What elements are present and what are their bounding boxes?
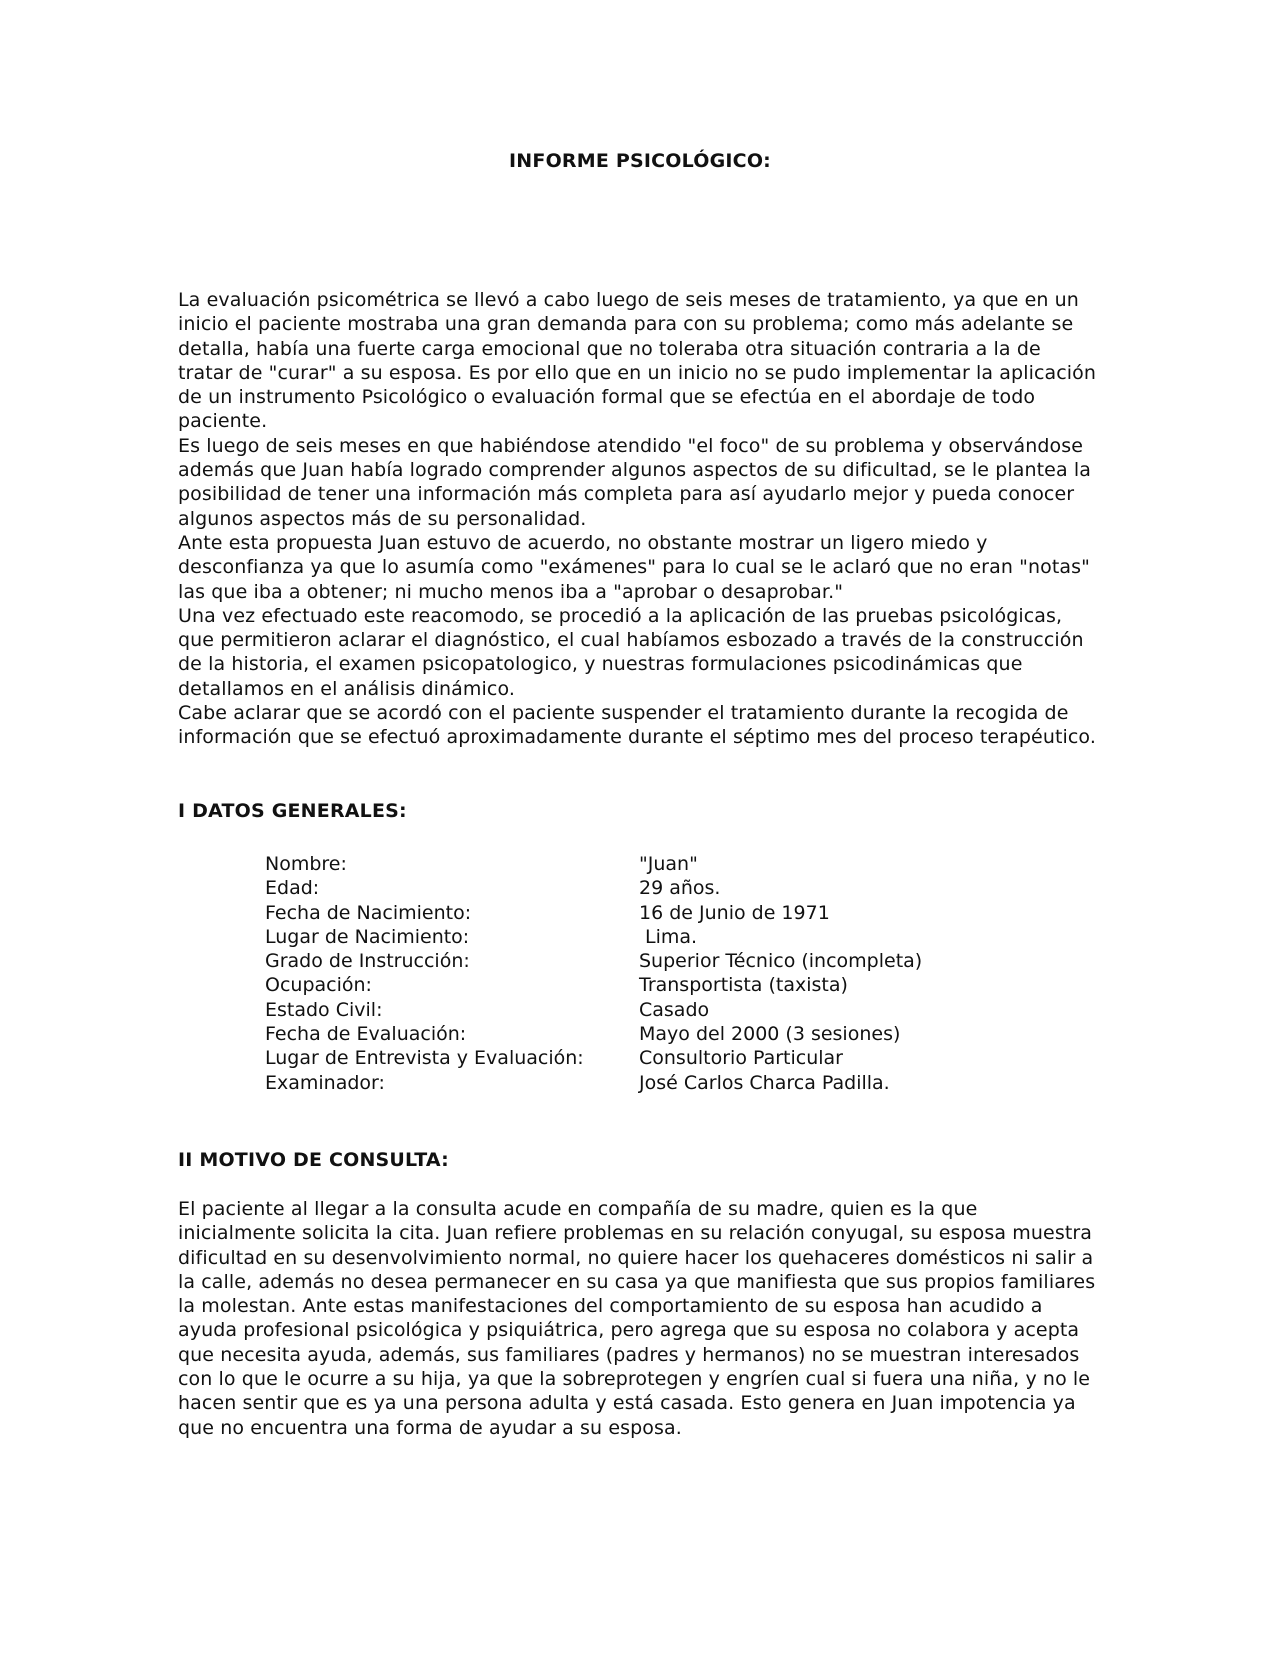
intro-paragraph: La evaluación psicométrica se llevó a cabo luego de seis meses de tratamiento, ya que en un inicio el paciente mostraba una gran demanda para con su problema; como más adelante se detalla, había una fuerte carga emocional que no toleraba otra situación contraria a la de tratar de "curar" a su esposa. Es por ello que en un inicio no se pudo implementar la aplicación de un instrumento Psicológico o evaluación formal que se efectúa en el abordaje de todo paciente.: [178, 289, 1097, 433]
table-row: [265, 949, 922, 973]
field-value: Mayo del 2000 (3 sesiones): [639, 1023, 901, 1046]
field-label: Ocupación:: [265, 974, 372, 997]
field-label: Fecha de Nacimiento:: [265, 901, 472, 924]
field-label: Grado de Instrucción:: [265, 950, 470, 973]
field-label: Lugar de Entrevista y Evaluación:: [265, 1047, 584, 1070]
field-label: Edad:: [265, 877, 320, 900]
field-value: Superior Técnico (incompleta): [639, 950, 923, 973]
field-label: Estado Civil:: [265, 998, 383, 1021]
motivo-consulta-text: [178, 1197, 1098, 1440]
field-value: José Carlos Charca Padilla.: [639, 1071, 890, 1094]
field-value: Casado: [639, 998, 710, 1021]
field-value: 16 de Junio de 1971: [639, 901, 830, 924]
intro-paragraph: Una vez efectuado este reacomodo, se procedió a la aplicación de las pruebas psicológicas, que permitieron aclarar el diagnóstico, el cual habíamos esbozado a través de la construcción de la historia, el examen psicopatologico, y nuestras formulaciones psicodinámicas que detallamos en el análisis dinámico.: [178, 604, 1084, 700]
table-row: [265, 973, 922, 997]
field-label: Lugar de Nacimiento:: [265, 925, 470, 948]
field-label: Fecha de Evaluación:: [265, 1023, 467, 1046]
section-heading-motivo-consulta: II MOTIVO DE CONSULTA:: [178, 1149, 449, 1171]
field-value: Lima.: [639, 925, 698, 948]
table-row: [265, 901, 922, 925]
intro-text: [178, 288, 1098, 750]
section-heading-datos-generales: I DATOS GENERALES:: [178, 800, 407, 822]
table-row: [265, 876, 922, 900]
motivo-paragraph: El paciente al llegar a la consulta acude en compañía de su madre, quien es la que inicialmente solicita la cita. Juan refiere problemas en su relación conyugal, su esposa muestra dificultad en su desenvolvimiento normal, no quiere hacer los quehaceres domésticos ni salir a la calle, además no desea permanecer en su casa ya que manifiesta que sus propios familiares la molestan. Ante estas manifestaciones del comportamiento de su esposa han acudido a ayuda profesional psicológica y psiquiátrica, pero agrega que su esposa no colabora y acepta que necesita ayuda, además, sus familiares (padres y hermanos) no se muestran interesados con lo que le ocurre a su hija, ya que la sobreprotegen y engríen cual si fuera una niña, y no le hacen sentir que es ya una persona adulta y está casada. Esto genera en Juan impotencia ya que no encuentra una forma de ayudar a su esposa.: [178, 1198, 1096, 1439]
intro-paragraph: Cabe aclarar que se acordó con el paciente suspender el tratamiento durante la recogida de información que se efectuó aproximadamente durante el séptimo mes del proceso terapéutico.: [178, 702, 1096, 749]
table-row: [265, 852, 922, 876]
field-value: "Juan": [639, 853, 698, 875]
field-value: Consultorio Particular: [639, 1047, 843, 1070]
table-row: [265, 925, 922, 949]
document-title: INFORME PSICOLÓGICO:: [509, 150, 771, 172]
intro-paragraph: Es luego de seis meses en que habiéndose atendido "el foco" de su problema y observándose además que Juan había logrado comprender algunos aspectos de su dificultad, se le plantea la posibilidad de tener una información más completa para así ayudarlo mejor y pueda conocer algunos aspectos más de su personalidad.: [178, 434, 1091, 530]
field-value: Transportista (taxista): [639, 974, 848, 997]
table-row: [265, 1046, 922, 1070]
table-row: [265, 1022, 922, 1046]
field-label: Examinador:: [265, 1071, 385, 1094]
table-row: [265, 1071, 922, 1095]
datos-generales-table: [265, 852, 922, 1095]
table-row: [265, 998, 922, 1022]
field-value: 29 años.: [639, 877, 721, 900]
intro-paragraph: Ante esta propuesta Juan estuvo de acuerdo, no obstante mostrar un ligero miedo y desconfianza ya que lo asumía como "exámenes" para lo cual se le aclaró que no eran "notas" las que iba a obtener; ni mucho menos iba a "aprobar o desaprobar.": [178, 531, 1090, 603]
field-label: Nombre:: [265, 853, 347, 875]
